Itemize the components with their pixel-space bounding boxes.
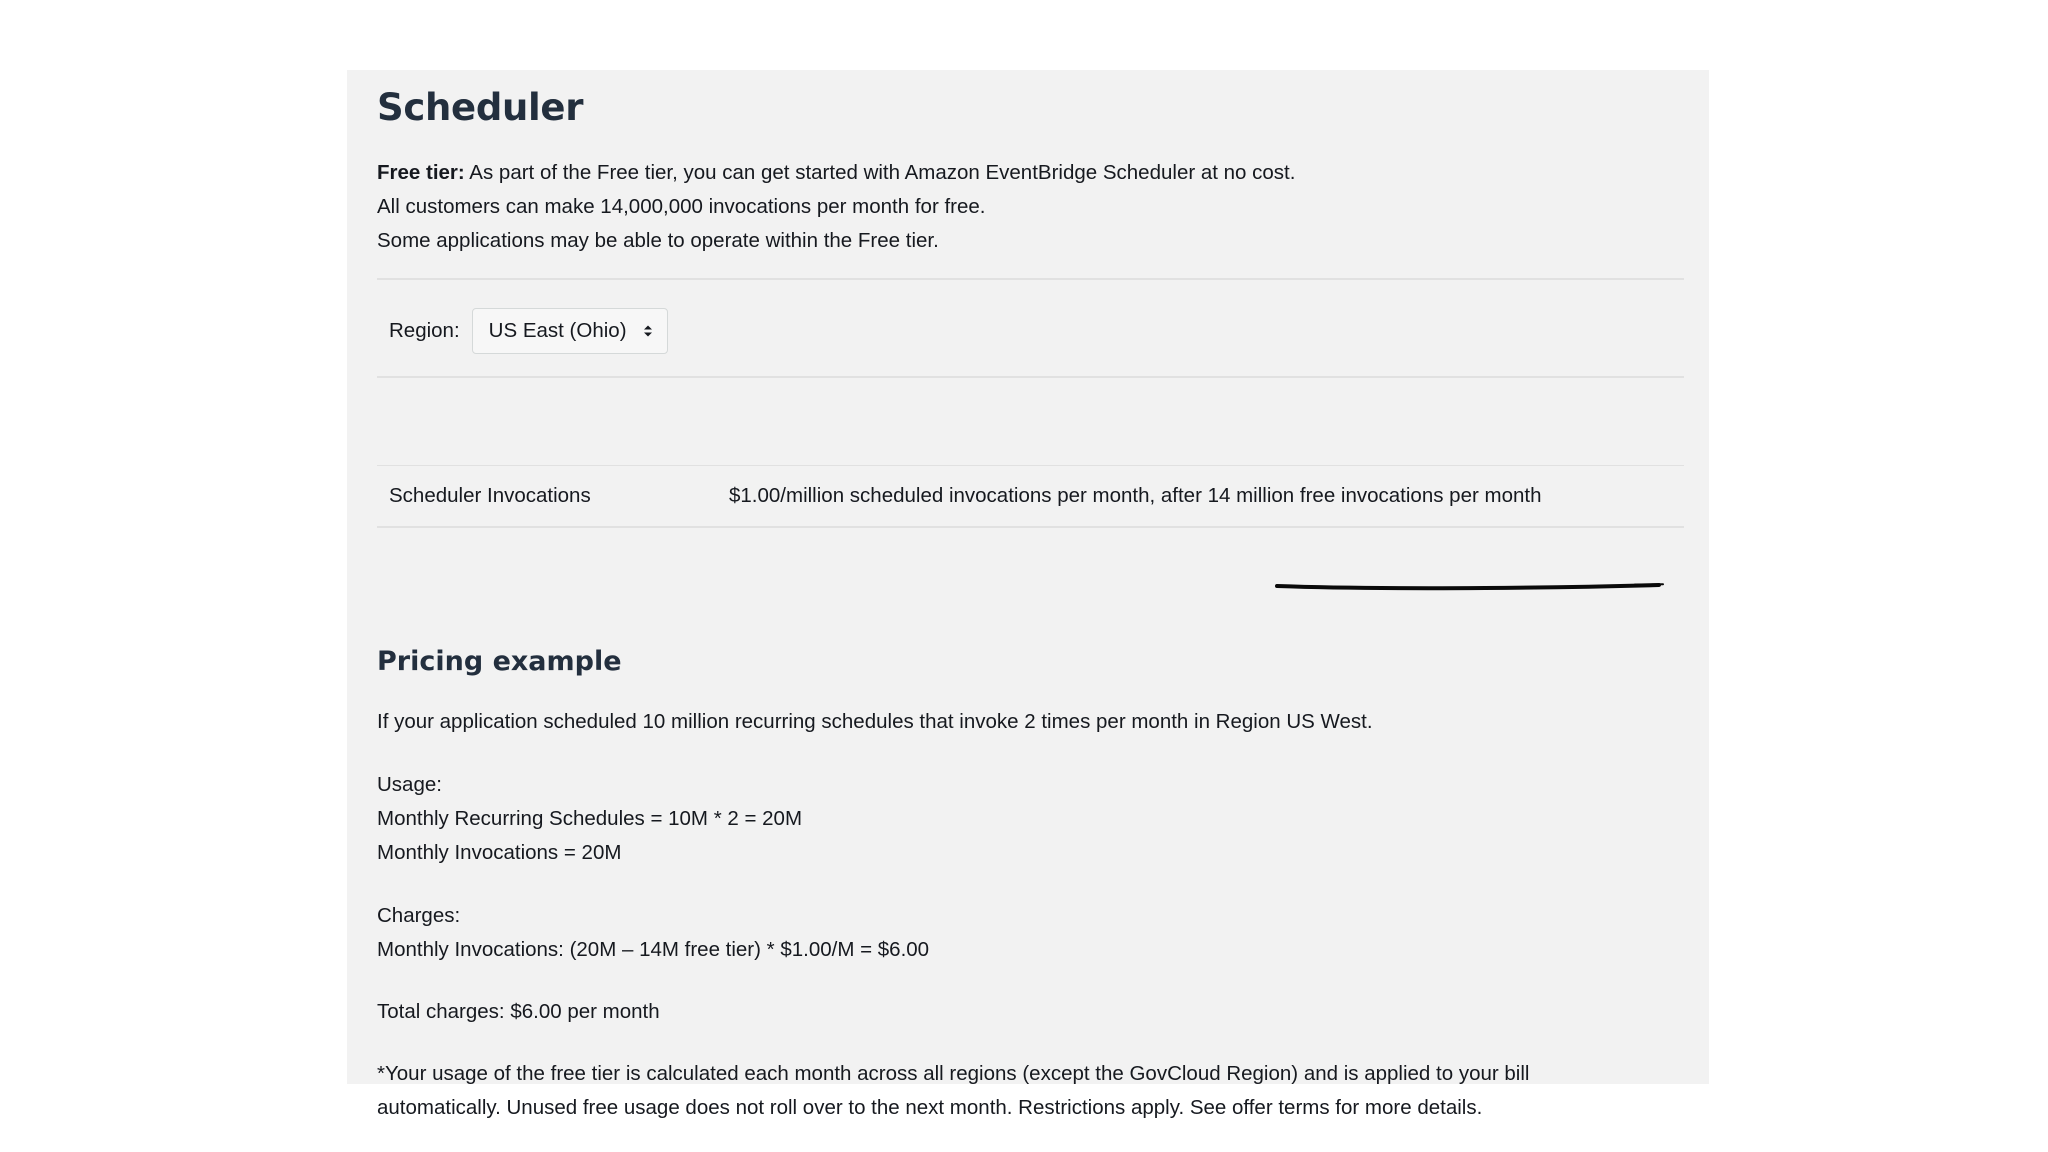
intro-line-3: Some applications may be able to operate within the Free tier. <box>377 229 939 252</box>
usage-line-2: Monthly Invocations = 20M <box>377 841 622 864</box>
charges-line-1: Monthly Invocations: (20M – 14M free tier) * $1.00/M = $6.00 <box>377 938 930 961</box>
footnote-line-1: *Your usage of the free tier is calculated each month across all regions (except the GovCloud Region) and is applied to your bill <box>377 1062 1530 1085</box>
region-label: Region: <box>389 319 460 342</box>
charges-label: Charges: <box>377 904 461 927</box>
table-bottom-border <box>377 526 1684 528</box>
charges-block <box>377 899 929 967</box>
divider-after-region <box>377 376 1684 378</box>
divider-top <box>377 278 1684 280</box>
region-selected-value: US East (Ohio) <box>488 319 627 342</box>
pen-underline-annotation <box>1275 579 1665 593</box>
intro-line-1-text: As part of the Free tier, you can get started with Amazon EventBridge Scheduler at no cost. <box>464 161 1296 184</box>
region-dropdown[interactable] <box>472 308 668 354</box>
row-price-prefix: $1.00/million scheduled invocations per month, after <box>729 484 1208 507</box>
row-service-name: Scheduler Invocations <box>389 484 591 507</box>
row-price-free-allowance: 14 million free invocations per month <box>1207 484 1542 507</box>
table-row <box>377 466 1684 526</box>
scheduler-pricing-panel <box>347 70 1709 1119</box>
pricing-example-heading: Pricing example <box>377 646 622 677</box>
intro-line-1 <box>377 156 1295 190</box>
free-tier-intro <box>377 156 1295 258</box>
usage-block <box>377 768 802 870</box>
page-title: Scheduler <box>377 86 584 129</box>
usage-label: Usage: <box>377 773 442 796</box>
intro-line-2: All customers can make 14,000,000 invocations per month for free. <box>377 195 986 218</box>
free-tier-label: Free tier: <box>377 161 465 184</box>
example-scenario: If your application scheduled 10 million recurring schedules that invoke 2 times per month in Region US West. <box>377 710 1373 733</box>
sort-arrows-icon <box>643 324 653 338</box>
footnote <box>377 1057 1529 1125</box>
footnote-line-2: automatically. Unused free usage does not roll over to the next month. Restrictions apply. See offer terms for more details. <box>377 1096 1483 1119</box>
usage-line-1: Monthly Recurring Schedules = 10M * 2 = 20M <box>377 807 803 830</box>
region-selector-row <box>389 308 668 354</box>
total-charges: Total charges: $6.00 per month <box>377 1000 660 1023</box>
row-price <box>729 484 1541 508</box>
